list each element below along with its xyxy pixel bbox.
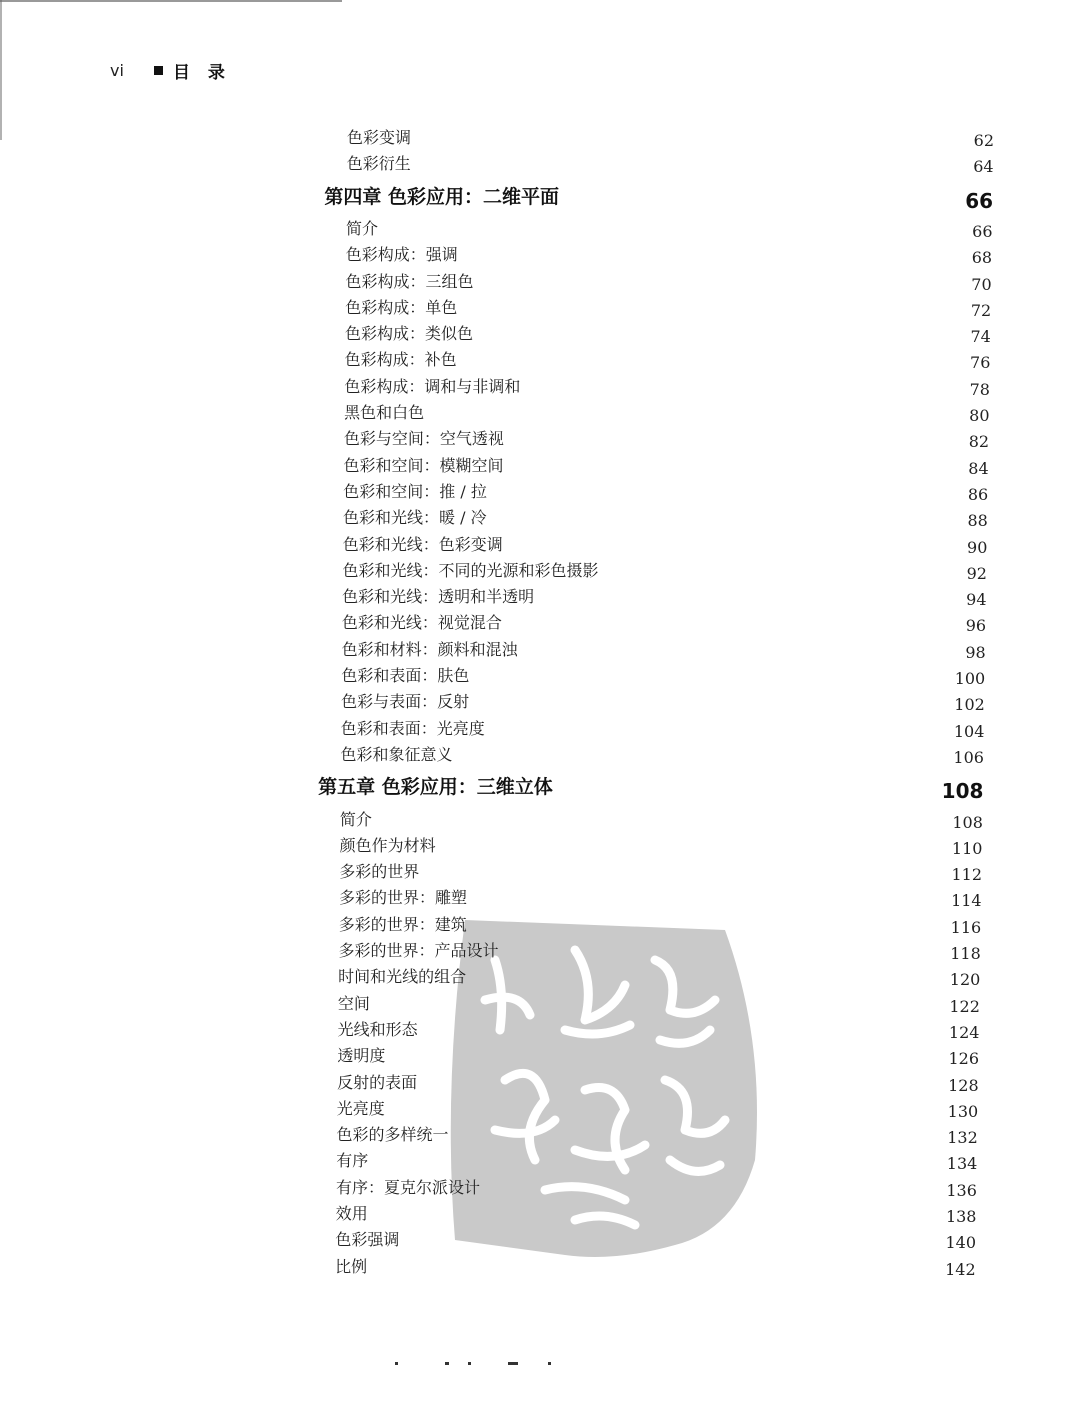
toc-entry-title: 黑色和白色 bbox=[344, 403, 425, 422]
toc-entry-title: 有序：夏克尔派设计 bbox=[335, 1177, 480, 1197]
toc-entry-title: 色彩和光线：视觉混合 bbox=[341, 613, 502, 633]
toc-entry-title: 色彩构成：三组色 bbox=[345, 271, 474, 291]
toc-entry-title: 简介 bbox=[339, 809, 372, 829]
scan-specks bbox=[390, 1362, 570, 1368]
toc-entry-title: 空间 bbox=[337, 993, 370, 1013]
toc-entry-page: 136 bbox=[946, 1180, 977, 1200]
toc-entry-title: 色彩和空间：推 / 拉 bbox=[343, 481, 487, 501]
toc-entry-title: 光线和形态 bbox=[337, 1019, 418, 1039]
toc-entry-title: 颜色作为材料 bbox=[339, 835, 436, 855]
toc-entry-page: 116 bbox=[950, 917, 982, 937]
toc-entry-title: 色彩和光线：色彩变调 bbox=[342, 534, 503, 554]
toc-entry-title: 色彩和材料：颜料和混浊 bbox=[341, 639, 518, 659]
toc-chapter-title: 第五章 色彩应用：三维立体 bbox=[318, 776, 553, 799]
toc-entry-title: 色彩构成：补色 bbox=[344, 350, 457, 370]
toc-entry-title: 多彩的世界：产品设计 bbox=[338, 941, 499, 960]
toc-entry-page: 78 bbox=[969, 379, 990, 399]
toc-entry-title: 透明度 bbox=[337, 1046, 386, 1066]
toc-entry-title: 简介 bbox=[346, 218, 379, 238]
toc-entry-page: 130 bbox=[947, 1101, 979, 1121]
toc-entry-title: 色彩衍生 bbox=[346, 154, 411, 174]
toc-entry-page: 100 bbox=[954, 669, 986, 688]
toc-entry-page: 90 bbox=[967, 537, 988, 557]
toc-entry-title: 色彩和光线：不同的光源和彩色摄影 bbox=[342, 560, 599, 580]
toc-chapter-page: 66 bbox=[965, 188, 994, 213]
toc-entry-page: 134 bbox=[946, 1154, 978, 1174]
page-folio: vi bbox=[110, 60, 124, 80]
toc-entry-page: 112 bbox=[951, 865, 983, 885]
toc-entry-page: 76 bbox=[970, 353, 991, 373]
toc-entry-title: 色彩和表面：光亮度 bbox=[340, 718, 485, 738]
toc-entry-page: 86 bbox=[967, 484, 989, 504]
toc-entry-title: 色彩的多样统一 bbox=[336, 1125, 449, 1145]
toc-entry-title: 时间和光线的组合 bbox=[338, 967, 467, 987]
toc-entry-title: 色彩和光线：透明和半透明 bbox=[342, 587, 535, 607]
toc-entry-page: 106 bbox=[953, 747, 984, 767]
toc-entry-page: 110 bbox=[951, 838, 983, 858]
toc-entry-page: 132 bbox=[947, 1128, 978, 1148]
toc-entry-page: 68 bbox=[971, 248, 993, 268]
toc-entry-page: 140 bbox=[945, 1233, 977, 1253]
toc-entry-page: 138 bbox=[945, 1207, 977, 1226]
toc-entry-title: 多彩的世界 bbox=[339, 862, 420, 882]
toc-entry-page: 88 bbox=[967, 511, 988, 531]
toc-entry-title: 色彩与空间：空气透视 bbox=[343, 429, 504, 449]
toc-entry-page: 108 bbox=[952, 812, 983, 832]
toc-entry-page: 82 bbox=[968, 432, 990, 452]
toc-entry-title: 色彩强调 bbox=[335, 1230, 400, 1250]
toc-entry-page: 128 bbox=[948, 1075, 979, 1095]
toc-entry-page: 84 bbox=[968, 458, 989, 478]
toc-chapter-page: 108 bbox=[941, 779, 984, 804]
toc-entry-title: 有序 bbox=[336, 1151, 369, 1171]
toc-entry-title: 色彩和空间：模糊空间 bbox=[343, 455, 504, 475]
toc-entry-title: 效用 bbox=[335, 1204, 368, 1223]
toc-entry-page: 66 bbox=[972, 221, 993, 241]
toc-entry-title: 色彩和表面：肤色 bbox=[341, 666, 470, 685]
toc-entry-title: 光亮度 bbox=[336, 1098, 385, 1118]
toc-entry-page: 98 bbox=[965, 642, 986, 662]
toc-entry-page: 126 bbox=[948, 1049, 980, 1069]
toc-entry-title: 色彩变调 bbox=[347, 128, 412, 147]
toc-entry-title: 比例 bbox=[335, 1256, 368, 1276]
toc-entry-title: 色彩与表面：反射 bbox=[341, 692, 470, 712]
toc-entry-title: 色彩和象征意义 bbox=[340, 744, 453, 764]
toc-entry-page: 142 bbox=[945, 1259, 976, 1279]
toc-entry-page: 114 bbox=[951, 891, 982, 911]
toc-entry-page: 118 bbox=[950, 944, 981, 963]
toc-entry-title: 色彩构成：强调 bbox=[345, 245, 458, 265]
toc-entry-page: 104 bbox=[953, 721, 985, 741]
toc-entry-page: 62 bbox=[973, 131, 994, 150]
toc-entry-page: 96 bbox=[965, 616, 987, 636]
toc-entry-page: 74 bbox=[970, 327, 991, 347]
toc-entry-title: 色彩构成：类似色 bbox=[344, 324, 473, 344]
toc-entry-page: 122 bbox=[949, 996, 980, 1016]
toc-entry-page: 64 bbox=[973, 157, 994, 177]
toc-entry-page: 92 bbox=[966, 563, 987, 583]
toc-entry-title: 色彩构成：调和与非调和 bbox=[344, 376, 521, 396]
toc-entry-title: 多彩的世界：建筑 bbox=[338, 914, 467, 934]
toc-entry-title: 色彩构成：单色 bbox=[345, 297, 458, 317]
toc-chapter-title: 第四章 色彩应用：二维平面 bbox=[324, 185, 559, 208]
toc-entry-title: 色彩和光线：暖 / 冷 bbox=[343, 508, 487, 528]
toc-entry-page: 124 bbox=[948, 1022, 980, 1042]
toc-entry-page: 94 bbox=[966, 590, 987, 610]
toc-entry-title: 多彩的世界：雕塑 bbox=[339, 888, 468, 908]
toc-entry-title: 反射的表面 bbox=[337, 1072, 418, 1092]
toc-entry-page: 70 bbox=[971, 274, 992, 294]
header-title: 目 录 bbox=[173, 62, 231, 83]
toc-entry-page: 72 bbox=[970, 300, 992, 320]
toc-entry-page: 120 bbox=[949, 970, 981, 990]
toc-entry-page: 102 bbox=[954, 695, 985, 715]
toc-entry-page: 80 bbox=[969, 406, 990, 425]
